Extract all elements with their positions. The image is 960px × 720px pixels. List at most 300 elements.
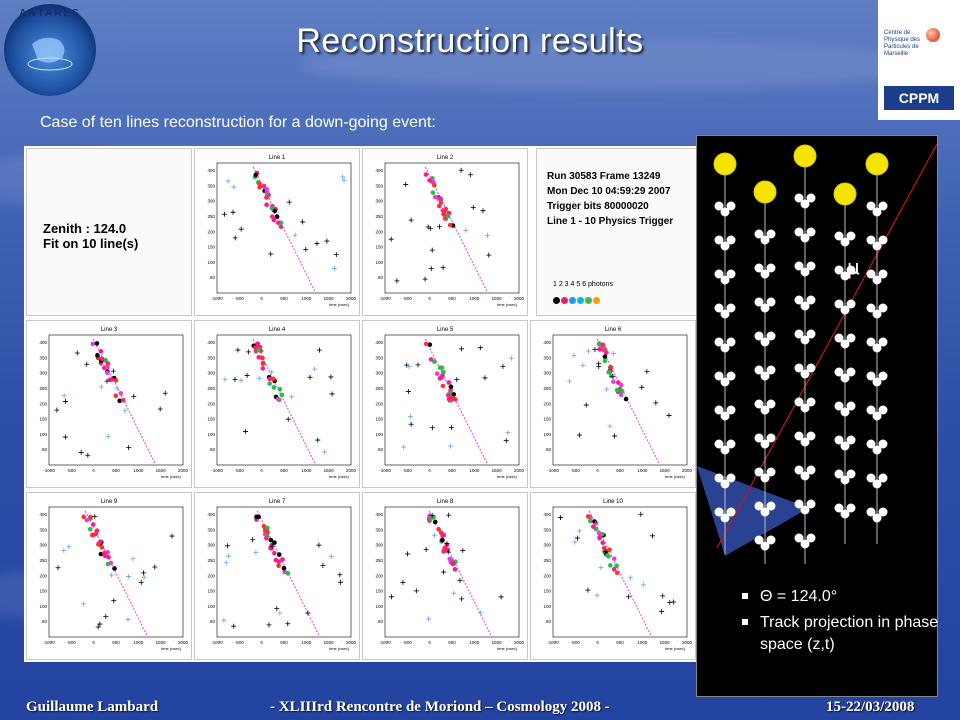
hit-marker	[108, 561, 113, 566]
optical-module	[801, 336, 810, 345]
x-tick-label: 0	[428, 296, 431, 301]
y-tick-label: 50	[41, 619, 47, 625]
x-tick-label: 1500	[491, 296, 502, 301]
hit-marker	[620, 389, 625, 394]
hit-marker	[264, 536, 269, 541]
hit-marker	[444, 207, 449, 212]
x-tick-label: 500	[280, 468, 288, 473]
x-tick-label: 2000	[177, 468, 189, 473]
hit-marker	[277, 387, 282, 392]
x-tick-label: -1000	[43, 640, 55, 645]
x-tick-label: 1500	[659, 640, 670, 645]
hit-marker	[272, 551, 277, 556]
run-info-text	[547, 169, 673, 229]
x-tick-label: 0	[92, 468, 95, 473]
y-tick-label: 50	[209, 447, 215, 453]
optical-module	[761, 236, 770, 245]
x-tick-label: 0	[260, 640, 263, 645]
hit-marker	[119, 391, 124, 396]
hit-marker	[601, 342, 606, 347]
globe-icon	[4, 4, 96, 96]
x-tick-label: -1000	[211, 640, 223, 645]
hit-marker	[261, 361, 266, 366]
muon-label: μ	[847, 255, 860, 279]
hit-marker	[98, 539, 103, 544]
x-tick-label: 1000	[301, 640, 312, 645]
x-axis-label: time (nsec)	[665, 646, 685, 651]
hit-marker	[446, 214, 451, 219]
hit-marker	[447, 397, 452, 402]
optical-module	[721, 344, 730, 353]
plot-title: Line 4	[268, 327, 286, 333]
hit-marker	[586, 514, 591, 519]
hit-marker	[88, 515, 93, 520]
hit-marker	[603, 354, 608, 359]
hit-marker	[588, 519, 593, 524]
hit-marker	[608, 563, 613, 568]
plot-title: Line 7	[268, 499, 286, 505]
x-tick-label: 1000	[301, 468, 312, 473]
hit-marker	[603, 359, 608, 364]
hit-marker	[85, 518, 90, 523]
footer-dates: 15-22/03/2008	[826, 699, 915, 715]
legend-dot	[585, 297, 592, 304]
optical-module	[721, 242, 730, 251]
x-axis-label: time (nsec)	[161, 646, 181, 651]
hit-marker	[441, 370, 446, 375]
slide-subtitle: Case of ten lines reconstruction for a down-going event:	[40, 114, 436, 131]
y-tick-label: 250	[39, 558, 47, 564]
run-frame-line: Run 30583 Frame 13249	[547, 171, 661, 182]
x-tick-label: 500	[112, 468, 120, 473]
hit-marker	[276, 563, 281, 568]
x-tick-label: 2000	[345, 296, 357, 301]
hit-marker	[272, 385, 277, 390]
x-tick-label: -500	[66, 640, 76, 645]
hit-marker	[264, 187, 269, 192]
y-tick-label: 350	[207, 355, 215, 361]
optical-module	[801, 268, 810, 277]
y-tick-label: 400	[375, 340, 383, 346]
y-tick-label: 400	[207, 512, 215, 518]
y-tick-label: 150	[543, 416, 551, 422]
optical-module	[801, 540, 810, 549]
line-plot-panel	[194, 492, 360, 660]
hit-marker	[624, 397, 629, 402]
hit-marker	[619, 383, 624, 388]
line-plot-panel	[26, 320, 192, 488]
y-tick-label: 300	[375, 542, 383, 548]
hit-marker	[280, 557, 285, 562]
optical-module	[761, 406, 770, 415]
y-tick-label: 300	[375, 198, 383, 204]
hit-marker	[600, 540, 605, 545]
hit-marker	[88, 527, 93, 532]
fit-info-text	[43, 221, 138, 251]
y-tick-label: 250	[39, 386, 47, 392]
line-plot-svg	[27, 493, 191, 659]
x-axis-label: time (nsec)	[329, 474, 349, 479]
buoy-icon	[794, 145, 816, 167]
x-tick-label: 1500	[491, 468, 502, 473]
hit-marker	[441, 533, 446, 538]
y-tick-label: 50	[377, 447, 383, 453]
y-tick-label: 100	[375, 431, 383, 437]
x-axis-label: time (nsec)	[497, 646, 517, 651]
antares-logo-text: ANTARES	[19, 8, 81, 19]
y-tick-label: 400	[543, 512, 551, 518]
y-tick-label: 350	[207, 527, 215, 533]
logo-ball-icon	[926, 28, 940, 42]
x-tick-label: 1500	[155, 640, 166, 645]
legend-dot	[577, 297, 584, 304]
plot-title: Line 10	[603, 499, 623, 505]
y-tick-label: 150	[207, 244, 215, 250]
legend-dot	[593, 297, 600, 304]
x-tick-label: -1000	[379, 640, 391, 645]
hit-marker	[448, 557, 453, 562]
x-tick-label: 500	[280, 296, 288, 301]
y-tick-label: 150	[207, 416, 215, 422]
y-tick-label: 250	[375, 558, 383, 564]
hit-marker	[100, 545, 105, 550]
y-tick-label: 300	[39, 370, 47, 376]
hit-marker	[427, 178, 432, 183]
y-tick-label: 150	[375, 416, 383, 422]
footer-author: Guillaume Lambard	[26, 699, 159, 715]
line-plot-svg	[363, 493, 527, 659]
optical-module	[841, 340, 850, 349]
hit-marker	[440, 538, 445, 543]
x-tick-label: 1000	[469, 640, 480, 645]
hit-marker	[435, 371, 440, 376]
x-tick-label: 1000	[637, 468, 648, 473]
optical-module	[761, 304, 770, 313]
y-tick-label: 350	[543, 355, 551, 361]
legend-dot	[561, 297, 568, 304]
x-tick-label: -1000	[379, 468, 391, 473]
y-tick-label: 200	[207, 401, 215, 407]
slide-title: Reconstruction results	[296, 22, 644, 60]
photon-legend-dots	[553, 291, 601, 309]
optical-module	[873, 310, 882, 319]
cppm-logo-text: CPPM	[884, 86, 954, 110]
x-tick-label: 0	[596, 640, 599, 645]
x-axis-label: time (nsec)	[665, 474, 685, 479]
optical-module	[873, 480, 882, 489]
theta-bullet: Θ = 124.0°	[742, 586, 940, 608]
x-tick-label: 2000	[177, 640, 189, 645]
optical-module	[721, 310, 730, 319]
optical-module	[873, 344, 882, 353]
hit-marker	[424, 172, 429, 177]
optical-module	[841, 442, 850, 451]
y-tick-label: 150	[543, 588, 551, 594]
hit-marker	[254, 173, 259, 178]
optical-module	[873, 276, 882, 285]
optical-module	[841, 476, 850, 485]
hit-marker	[438, 196, 443, 201]
y-tick-label: 250	[207, 214, 215, 220]
x-axis-label: time (nsec)	[497, 474, 517, 479]
optical-module	[761, 338, 770, 347]
y-tick-label: 150	[375, 244, 383, 250]
y-tick-label: 300	[207, 198, 215, 204]
x-tick-label: -1000	[211, 296, 223, 301]
y-tick-label: 250	[375, 386, 383, 392]
x-tick-label: -500	[402, 640, 412, 645]
hit-marker	[432, 359, 437, 364]
y-tick-label: 100	[375, 259, 383, 265]
plot-title: Line 8	[436, 499, 454, 505]
line-plot-svg	[195, 149, 359, 315]
x-tick-label: 2000	[681, 468, 693, 473]
x-tick-label: 2000	[345, 640, 357, 645]
hit-marker	[280, 393, 285, 398]
hit-marker	[255, 341, 260, 346]
line-plot-svg	[363, 321, 527, 487]
legend-dot	[553, 297, 560, 304]
x-tick-label: -500	[570, 468, 580, 473]
y-tick-label: 200	[375, 401, 383, 407]
hit-marker	[100, 356, 105, 361]
optical-module	[873, 514, 882, 523]
y-tick-label: 200	[375, 573, 383, 579]
hit-marker	[265, 530, 270, 535]
hit-marker	[276, 397, 281, 402]
buoy-icon	[714, 153, 736, 175]
x-tick-label: -1000	[43, 468, 55, 473]
y-tick-label: 100	[39, 431, 47, 437]
x-tick-label: 0	[428, 468, 431, 473]
hit-marker	[592, 519, 597, 524]
hit-marker	[95, 353, 100, 358]
x-tick-label: 500	[448, 640, 456, 645]
hit-marker	[113, 393, 118, 398]
x-tick-label: 500	[616, 640, 624, 645]
optical-module	[801, 200, 810, 209]
hit-marker	[438, 365, 443, 370]
y-tick-label: 100	[375, 603, 383, 609]
plot-title: Line 3	[100, 327, 118, 333]
buoy-icon	[866, 153, 888, 175]
hit-marker	[105, 364, 110, 369]
x-tick-label: 1000	[133, 640, 144, 645]
y-tick-label: 350	[375, 527, 383, 533]
hit-marker	[282, 566, 287, 571]
hit-marker	[447, 380, 452, 385]
x-tick-label: 1000	[469, 468, 480, 473]
optical-module	[841, 408, 850, 417]
x-tick-label: 0	[260, 468, 263, 473]
y-tick-label: 50	[377, 619, 383, 625]
y-tick-label: 200	[39, 401, 47, 407]
optical-module	[873, 446, 882, 455]
hit-marker	[112, 566, 117, 571]
hit-marker	[274, 558, 279, 563]
x-tick-label: 0	[92, 640, 95, 645]
line-plot-panel	[530, 492, 696, 660]
x-tick-label: 1500	[323, 468, 334, 473]
plot-frame	[49, 335, 183, 465]
x-tick-label: 500	[448, 468, 456, 473]
trigger-bits-line: Trigger bits 80000020	[547, 201, 649, 212]
x-tick-label: 1000	[469, 296, 480, 301]
x-tick-label: -1000	[547, 468, 559, 473]
run-date-line: Mon Dec 10 04:59:29 2007	[547, 186, 671, 197]
run-info-panel	[536, 148, 702, 316]
y-tick-label: 300	[207, 542, 215, 548]
x-tick-label: -500	[234, 296, 244, 301]
plot-frame	[385, 507, 519, 637]
hit-marker	[272, 218, 277, 223]
line-plot-panel	[362, 492, 528, 660]
hit-marker	[90, 342, 95, 347]
plot-title: Line 6	[604, 327, 622, 333]
hit-marker	[451, 396, 456, 401]
hit-marker	[260, 366, 265, 371]
y-tick-label: 350	[207, 183, 215, 189]
hit-marker	[257, 182, 262, 187]
y-tick-label: 400	[39, 340, 47, 346]
line-plot-panel	[362, 320, 528, 488]
x-tick-label: 500	[616, 468, 624, 473]
y-tick-label: 400	[375, 168, 383, 174]
hit-marker	[105, 370, 110, 375]
optical-module	[761, 542, 770, 551]
y-tick-label: 100	[207, 603, 215, 609]
x-tick-label: 2000	[345, 468, 357, 473]
optical-module	[801, 234, 810, 243]
y-tick-label: 400	[207, 340, 215, 346]
y-tick-label: 200	[543, 573, 551, 579]
x-tick-label: -500	[570, 640, 580, 645]
hit-marker	[597, 531, 602, 536]
x-tick-label: 1500	[659, 468, 670, 473]
optical-module	[801, 404, 810, 413]
optical-module	[761, 440, 770, 449]
footer-conference: - XLIIIrd Rencontre de Moriond – Cosmology 2008 -	[270, 699, 610, 715]
y-tick-label: 200	[207, 573, 215, 579]
y-tick-label: 250	[375, 214, 383, 220]
plot-title: Line 2	[436, 155, 454, 161]
plot-title: Line 5	[436, 327, 454, 333]
hit-marker	[106, 555, 111, 560]
y-tick-label: 100	[543, 431, 551, 437]
x-tick-label: -500	[402, 468, 412, 473]
x-tick-label: 1500	[155, 468, 166, 473]
line-plot-svg	[531, 493, 695, 659]
line-plot-panel	[194, 320, 360, 488]
x-tick-label: 1000	[133, 468, 144, 473]
zenith-value: Zenith : 124.0	[43, 221, 127, 236]
legend-dot	[569, 297, 576, 304]
optical-module	[721, 276, 730, 285]
hit-marker	[121, 398, 126, 403]
y-tick-label: 100	[207, 431, 215, 437]
y-tick-label: 150	[39, 416, 47, 422]
hit-marker	[114, 378, 119, 383]
y-tick-label: 250	[543, 558, 551, 564]
hit-marker	[442, 547, 447, 552]
fit-info-panel	[26, 148, 192, 316]
optical-module	[873, 242, 882, 251]
optical-module	[873, 378, 882, 387]
cherenkov-cone	[697, 466, 809, 556]
y-tick-label: 350	[39, 527, 47, 533]
optical-module	[721, 208, 730, 217]
optical-module	[873, 412, 882, 421]
line-plot-panel	[26, 492, 192, 660]
hit-marker	[271, 377, 276, 382]
hit-marker	[615, 570, 620, 575]
hit-marker	[448, 223, 453, 228]
x-tick-label: -500	[234, 640, 244, 645]
y-tick-label: 50	[209, 619, 215, 625]
x-tick-label: 500	[112, 640, 120, 645]
hit-marker	[286, 571, 291, 576]
line-plot-panel	[194, 148, 360, 316]
plot-frame	[385, 163, 519, 293]
muon-track-line	[717, 144, 937, 548]
x-tick-label: 0	[596, 468, 599, 473]
optical-module	[721, 378, 730, 387]
optical-module	[801, 370, 810, 379]
plot-title: Line 9	[100, 499, 118, 505]
hit-marker	[95, 341, 100, 346]
line-plot-svg	[195, 493, 359, 659]
hit-marker	[424, 342, 429, 347]
x-tick-label: 2000	[513, 640, 525, 645]
hit-marker	[81, 515, 86, 520]
hit-marker	[453, 567, 458, 572]
hit-marker	[597, 536, 602, 541]
y-tick-label: 350	[543, 527, 551, 533]
hit-marker	[437, 204, 442, 209]
optical-module	[841, 510, 850, 519]
fit-lines-count: Fit on 10 line(s)	[43, 236, 139, 251]
optical-module	[721, 514, 730, 523]
hit-marker	[451, 392, 456, 397]
y-tick-label: 300	[543, 370, 551, 376]
hit-marker	[276, 220, 281, 225]
x-axis-label: time (nsec)	[329, 302, 349, 307]
x-tick-label: 2000	[681, 640, 693, 645]
y-tick-label: 300	[543, 542, 551, 548]
y-tick-label: 300	[39, 542, 47, 548]
x-tick-label: 500	[280, 640, 288, 645]
hit-marker	[432, 183, 437, 188]
cppm-logo	[878, 0, 960, 120]
x-tick-label: -500	[66, 468, 76, 473]
hit-marker	[253, 345, 258, 350]
optical-module	[841, 306, 850, 315]
y-tick-label: 200	[39, 573, 47, 579]
result-bullets	[742, 586, 940, 660]
y-tick-label: 300	[207, 370, 215, 376]
hit-marker	[609, 365, 614, 370]
x-tick-label: -1000	[379, 296, 391, 301]
y-tick-label: 400	[543, 340, 551, 346]
buoy-icon	[754, 181, 776, 203]
x-tick-label: 2000	[513, 468, 525, 473]
y-tick-label: 50	[41, 447, 47, 453]
optical-module	[761, 508, 770, 517]
optical-module	[801, 506, 810, 515]
track-projection-bullet: Track projection in phase space (z,t)	[742, 612, 940, 656]
x-tick-label: 500	[448, 296, 456, 301]
x-axis-label: time (nsec)	[497, 302, 517, 307]
